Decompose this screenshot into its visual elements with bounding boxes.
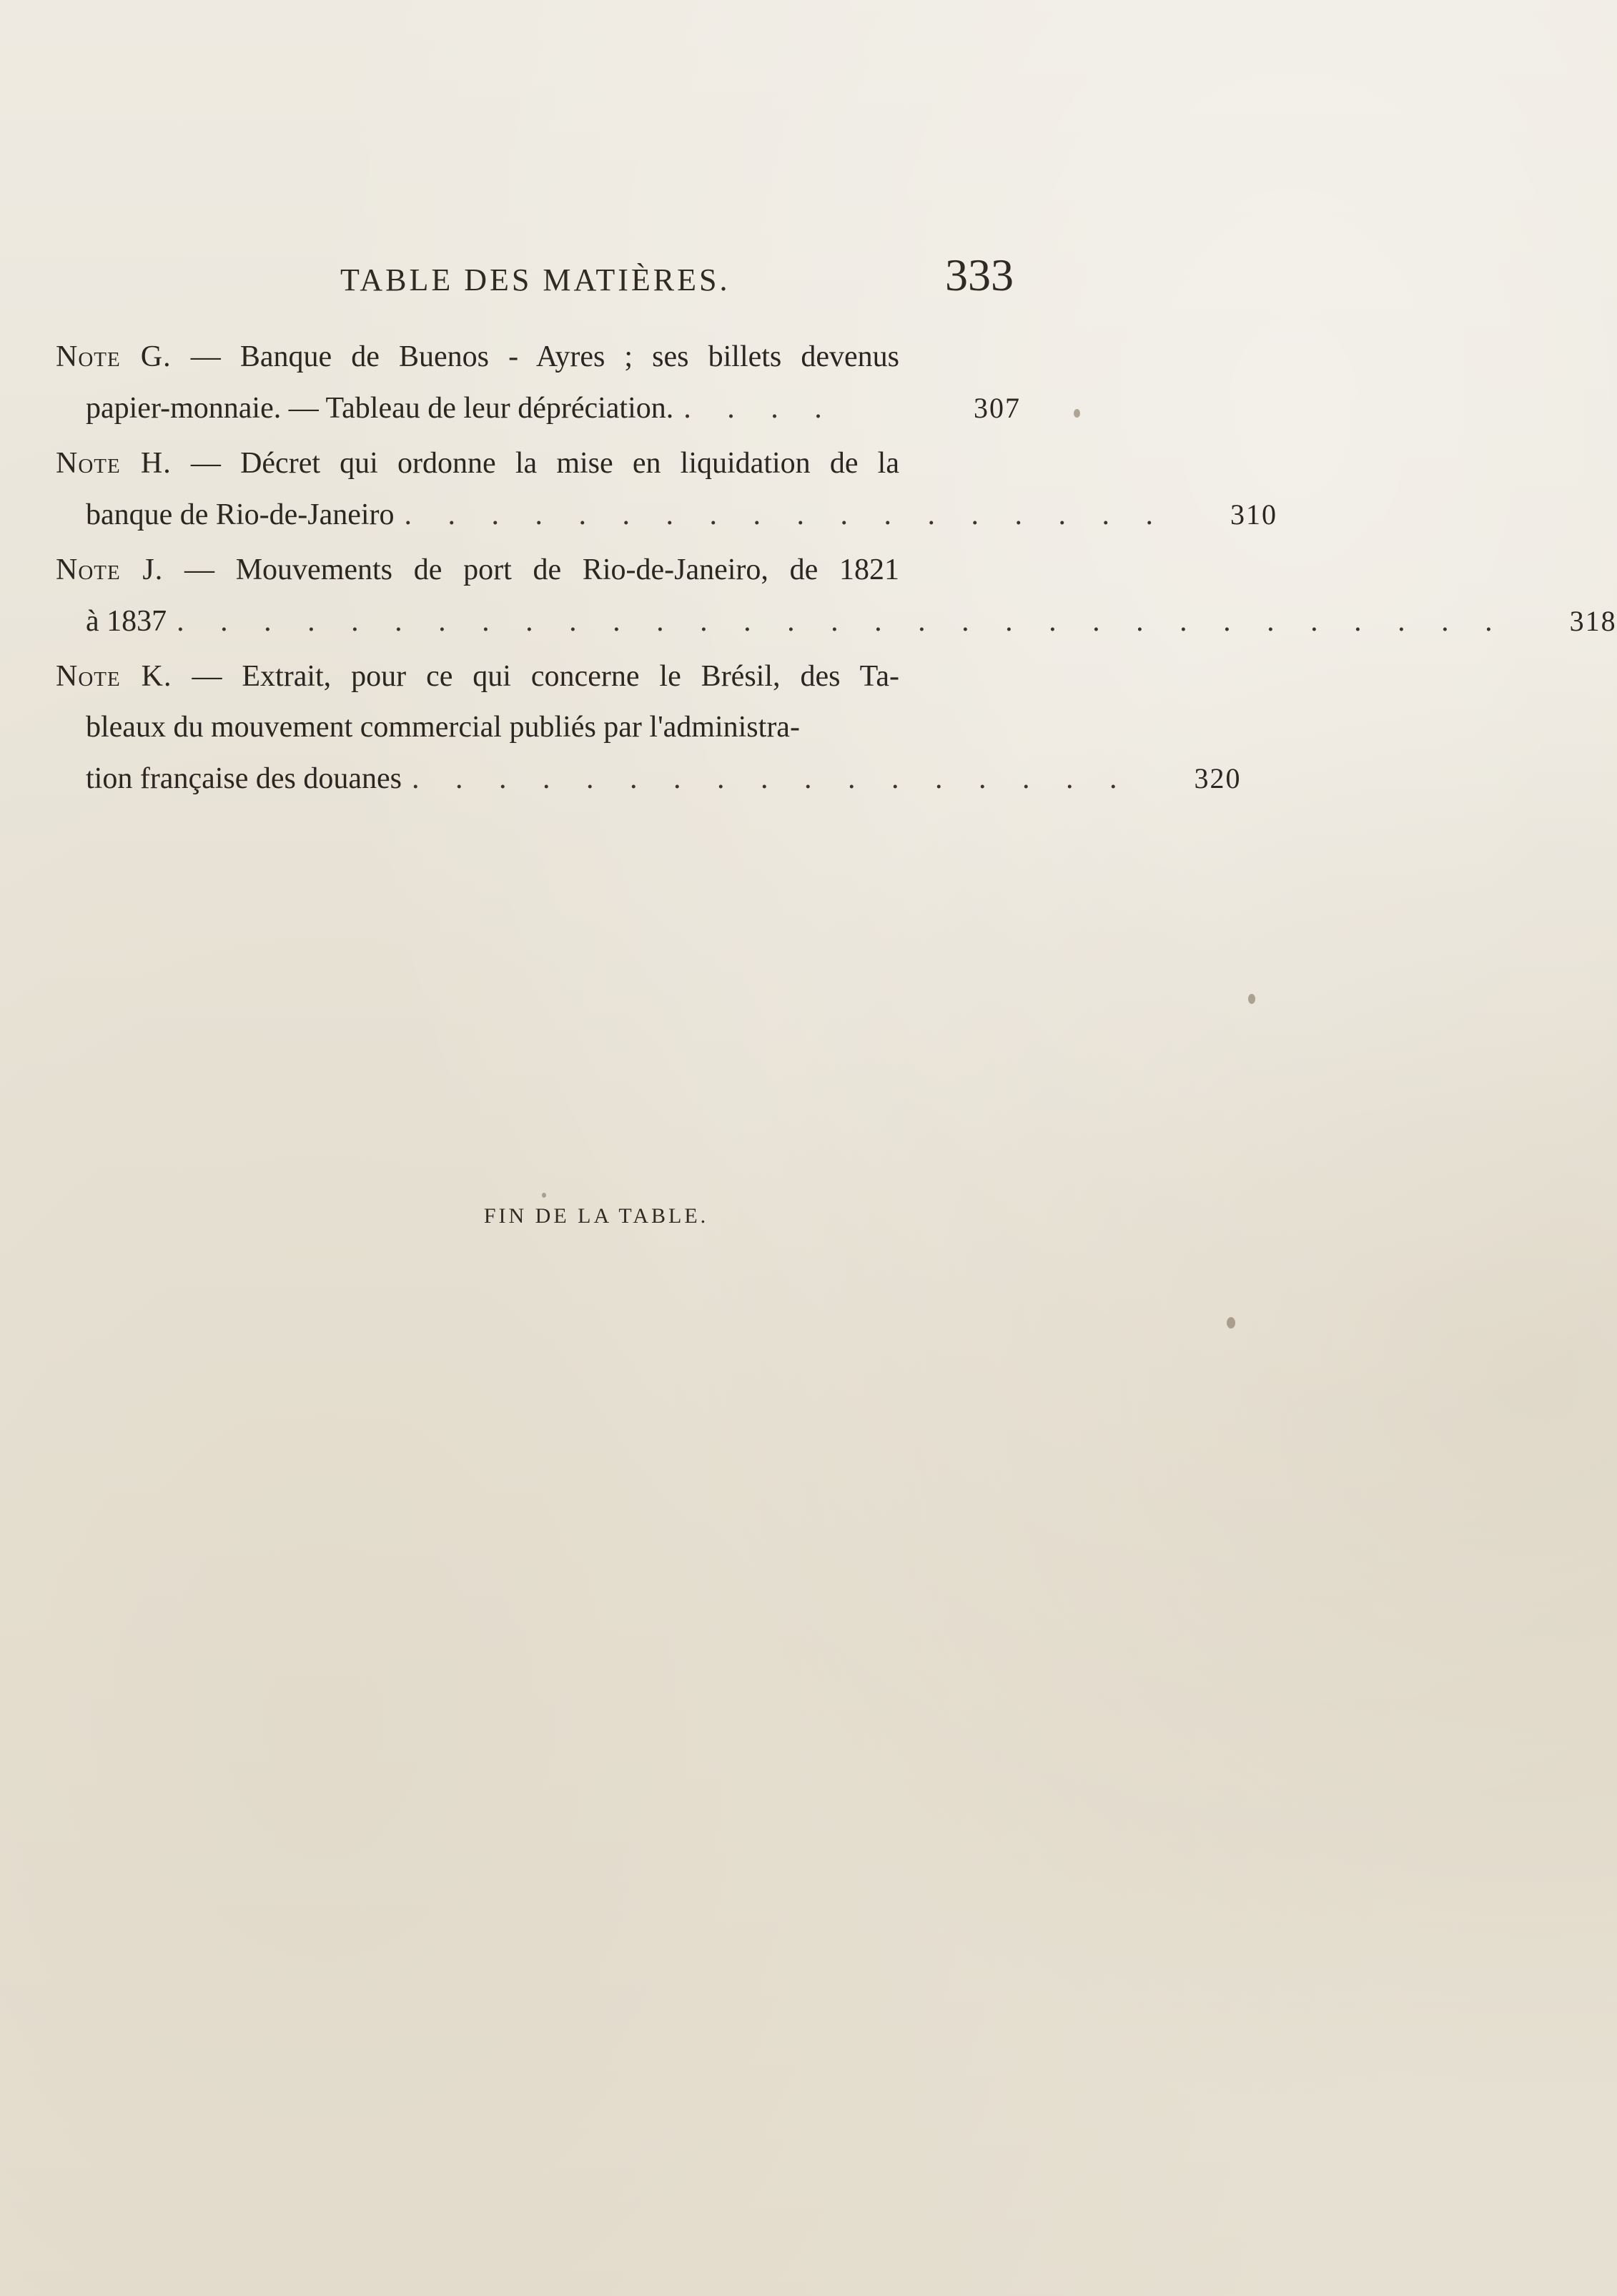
table-of-contents bbox=[56, 332, 1617, 809]
toc-entry-title: — Banque de Buenos - Ayres ; ses billets devenus bbox=[190, 340, 899, 373]
toc-entry-label: Note K. bbox=[56, 660, 172, 693]
toc-entry-last-line bbox=[56, 596, 1617, 647]
page-number: 333 bbox=[945, 250, 1014, 300]
running-head-title: TABLE DES MATIÈRES. bbox=[340, 262, 731, 297]
toc-entry-first-line bbox=[56, 651, 899, 702]
toc-entry-first-line bbox=[56, 438, 899, 489]
toc-entry-note-k bbox=[56, 651, 1242, 804]
toc-entry-title-end: tion française des douanes bbox=[86, 762, 402, 795]
toc-entry-continuation-line: bleaux du mouvement commercial publiés par l'administra- bbox=[86, 711, 800, 744]
paper-speck bbox=[542, 1193, 546, 1198]
closing-text: FIN DE LA TABLE. bbox=[483, 1204, 709, 1228]
toc-entry-title: — Mouvements de port de Rio-de-Janeiro, de 1821 bbox=[184, 553, 899, 586]
dot-leader: . . . . . . . . . . . . . . . . . . bbox=[404, 498, 1168, 531]
toc-entry-title: — Extrait, pour ce qui concerne le Brésil, des Ta- bbox=[192, 660, 899, 693]
toc-entry-note-h bbox=[56, 438, 1278, 541]
paper-speck bbox=[1227, 1317, 1235, 1329]
toc-entry-last-line bbox=[56, 489, 1278, 541]
toc-entry-page: 310 bbox=[1230, 498, 1278, 531]
toc-entry-note-g bbox=[56, 332, 1021, 434]
toc-entry-title-end: papier-monnaie. — Tableau de leur dépréciation. bbox=[86, 392, 674, 425]
toc-entry-label: Note G. bbox=[56, 340, 172, 373]
toc-entry-last-line bbox=[56, 753, 1242, 804]
toc-entry-page: 320 bbox=[1194, 762, 1242, 794]
toc-entry-label: Note H. bbox=[56, 447, 172, 480]
paper-speck bbox=[1248, 994, 1255, 1004]
running-head bbox=[0, 249, 1271, 313]
toc-entry-first-line bbox=[56, 332, 899, 383]
paper-speck bbox=[1074, 409, 1080, 418]
toc-entry-label: Note J. bbox=[56, 553, 164, 586]
dot-leader: . . . . . . . . . . . . . . . . . bbox=[412, 762, 1132, 795]
toc-entry-page: 307 bbox=[974, 392, 1021, 424]
dot-leader: . . . . bbox=[683, 392, 836, 425]
toc-entry-page: 318 bbox=[1569, 605, 1617, 637]
toc-entry-first-line bbox=[56, 545, 899, 596]
toc-entry-title-end: banque de Rio-de-Janeiro bbox=[86, 498, 395, 531]
toc-entry-title: — Décret qui ordonne la mise en liquidation de la bbox=[190, 447, 899, 480]
toc-entry-title-end: à 1837 bbox=[86, 605, 167, 638]
toc-entry-note-j bbox=[56, 545, 1617, 647]
toc-entry-last-line bbox=[56, 383, 1021, 434]
dot-leader: . . . . . . . . . . . . . . . . . . . . . . . . . . . . . . . bbox=[177, 605, 1507, 638]
